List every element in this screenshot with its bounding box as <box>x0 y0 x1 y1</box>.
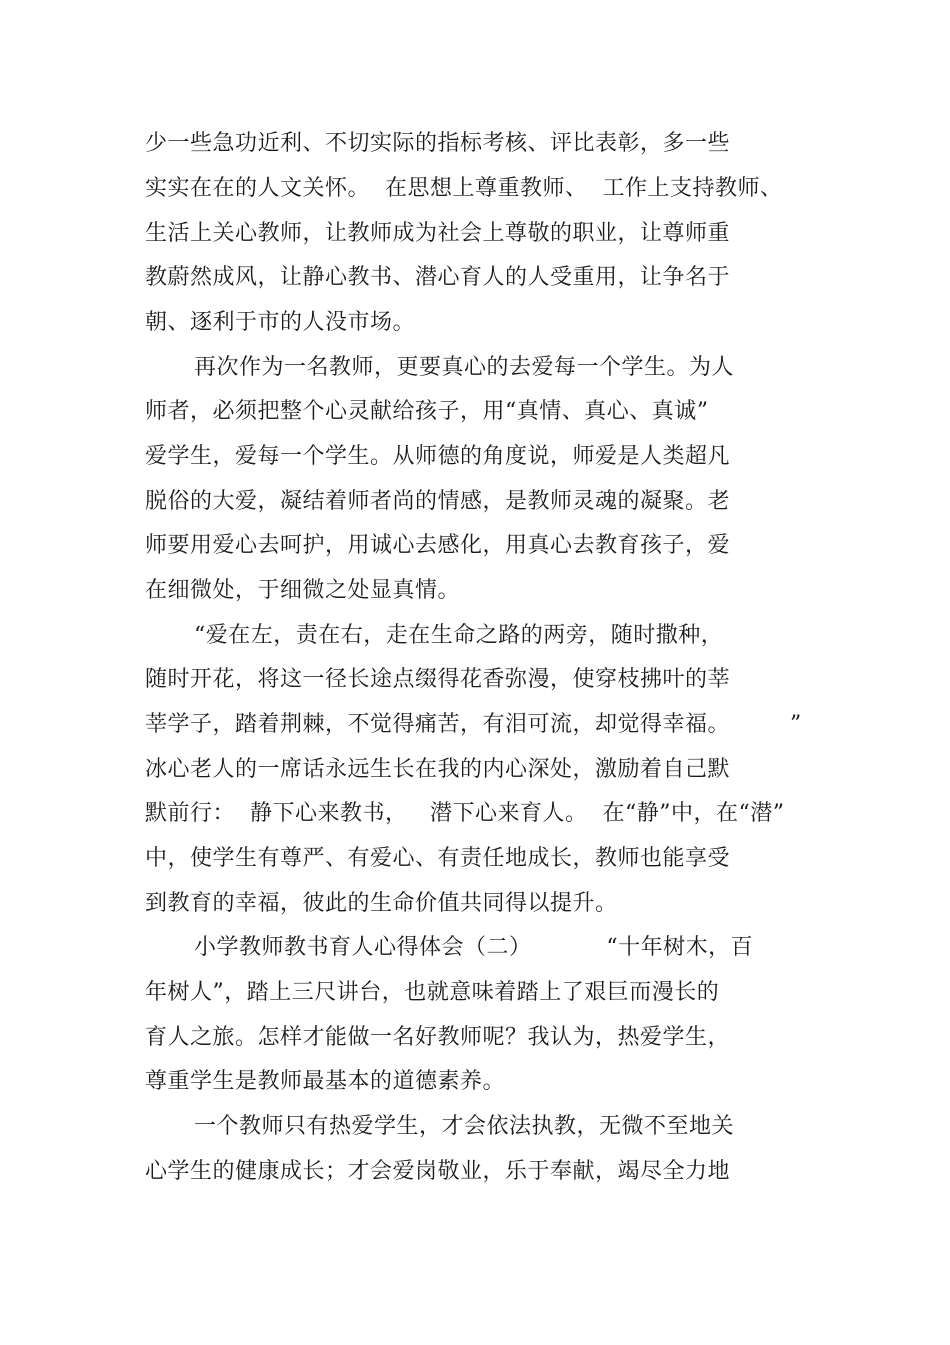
paragraph-first-line: 一个教师只有热爱学生，才会依法执教，无微不至地关 <box>194 1114 735 1139</box>
text-line: 师者，必须把整个心灵献给孩子，用“真情、真心、真诚” <box>145 399 709 424</box>
text-line: 随时开花，将这一径长途点缀得花香弥漫，使穿枝拂叶的莘 <box>145 667 731 692</box>
text-line: 朝、逐利于市的人没市场。 <box>145 310 416 335</box>
text-line: 少一些急功近利、不切实际的指标考核、评比表彰，多一些 <box>145 131 731 156</box>
text-line: 莘学子，踏着荆棘，不觉得痛苦，有泪可流，却觉得幸福。 ” <box>145 712 802 737</box>
text-line: 默前行： 静下心来教书， 潜下心来育人。 在“静”中，在“潜” <box>145 801 785 826</box>
text-line: 实实在在的人文关怀。 在思想上尊重教师、 工作上支持教师、 <box>145 176 783 201</box>
text-line: 脱俗的大爱，凝结着师者尚的情感，是教师灵魂的凝聚。老 <box>145 489 731 514</box>
paragraph-first-line: “爱在左，责在右，走在生命之路的两旁，随时撒种， <box>194 623 724 648</box>
text-line: 到教育的幸福，彼此的生命价值共同得以提升。 <box>145 891 618 916</box>
text-line: 冰心老人的一席话永远生长在我的内心深处，激励着自己默 <box>145 757 731 782</box>
paragraph-first-line: 再次作为一名教师，更要真心的去爱每一个学生。为人 <box>194 355 735 380</box>
text-line: 生活上关心教师，让教师成为社会上尊敬的职业，让尊师重 <box>145 221 731 246</box>
text-line: 育人之旅。怎样才能做一名好教师呢？我认为，热爱学生， <box>145 1025 731 1050</box>
text-line: 中，使学生有尊严、有爱心、有责任地成长，教师也能享受 <box>145 846 731 871</box>
text-line: 师要用爱心去呵护，用诚心去感化，用真心去教育孩子，爱 <box>145 533 731 558</box>
text-line: 爱学生，爱每一个学生。从师德的角度说，师爱是人类超凡 <box>145 444 731 469</box>
paragraph-first-line: 小学教师教书育人心得体会（二） “十年树木，百 <box>194 935 754 960</box>
text-line: 年树人”，踏上三尺讲台，也就意味着踏上了艰巨而漫长的 <box>145 980 720 1005</box>
text-line: 尊重学生是教师最基本的道德素养。 <box>145 1069 506 1094</box>
text-line: 在细微处，于细微之处显真情。 <box>145 578 461 603</box>
text-line: 心学生的健康成长；才会爱岗敬业，乐于奉献，竭尽全力地 <box>145 1159 731 1184</box>
text-line: 教蔚然成风，让静心教书、潜心育人的人受重用，让争名于 <box>145 265 731 290</box>
